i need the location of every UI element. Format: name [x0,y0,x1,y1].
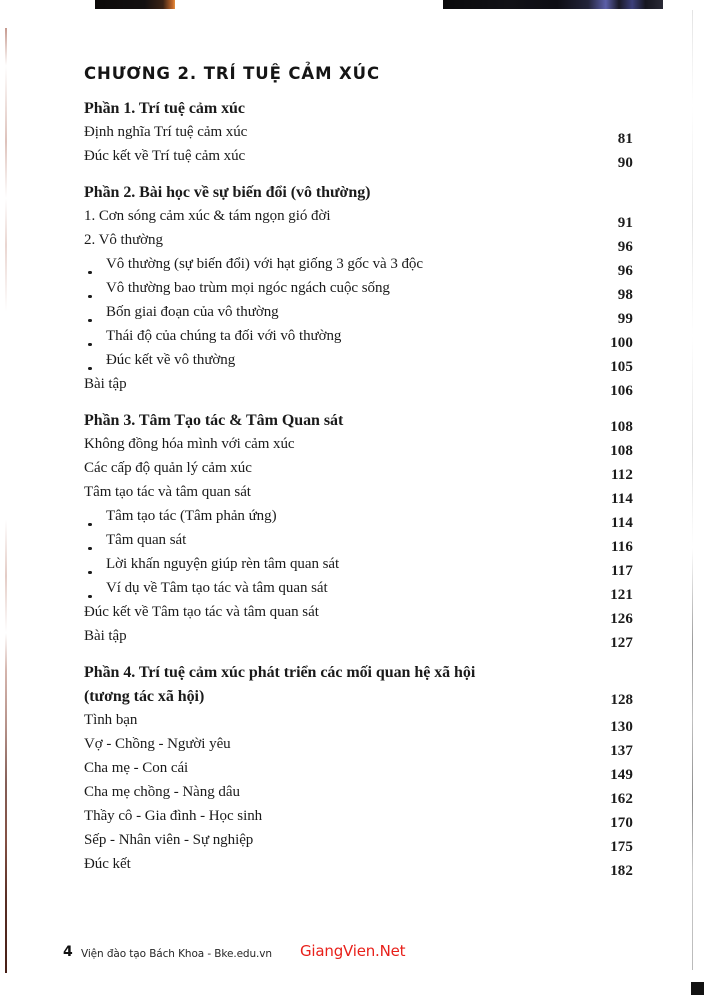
toc-page-number: 117 [611,563,633,579]
bullet-icon [88,319,92,323]
toc-page-number: 149 [610,767,633,783]
toc-page-number: 100 [610,335,633,351]
toc-entry-label: Không đồng hóa mình với cảm xúc [84,436,295,452]
toc-page-number: 114 [611,491,633,507]
toc-part-heading[interactable] [84,412,633,436]
scan-artifact-bottom-right [691,982,704,995]
toc-part-heading[interactable] [84,184,633,208]
scan-artifact-left-edge [5,28,7,973]
toc-sub-entry[interactable] [84,304,633,328]
toc-entry[interactable] [84,856,633,880]
toc-entry-label: Tâm quan sát [106,532,187,548]
toc-entry[interactable] [84,832,633,856]
toc-sub-entry[interactable] [84,556,633,580]
toc-entry-label: Cha mẹ chồng - Nàng dâu [84,784,240,800]
toc-page-number: 121 [610,587,633,603]
toc-entry-label: Ví dụ về Tâm tạo tác và tâm quan sát [106,580,328,596]
toc-page-number: 105 [610,359,633,375]
toc-entry-label: Bài tập [84,376,127,392]
toc-part-heading[interactable] [84,100,633,124]
bullet-icon [88,295,92,299]
toc-entry[interactable] [84,784,633,808]
toc-entry[interactable] [84,628,633,652]
toc-entry[interactable] [84,808,633,832]
bullet-icon [88,571,92,575]
toc-page-number: 127 [610,635,633,651]
toc-part-label: Phần 1. Trí tuệ cảm xúc [84,100,245,117]
toc-entry-label: Sếp - Nhân viên - Sự nghiệp [84,832,254,848]
toc-entry-label: Thầy cô - Gia đình - Học sinh [84,808,263,824]
toc-entry[interactable] [84,376,633,400]
toc-page-number: 96 [617,239,633,255]
toc-entry[interactable] [84,604,633,628]
toc-part-heading-line: (tương tác xã hội) [84,688,205,705]
toc-entry-label: Vô thường bao trùm mọi ngóc ngách cuộc sống [106,280,390,296]
toc-sub-entry[interactable] [84,532,633,556]
scan-artifact-top-right [443,0,663,9]
page-footer [0,940,707,974]
toc-entry[interactable] [84,736,633,760]
toc-part-heading-line: Phần 4. Trí tuệ cảm xúc phát triển các mối quan hệ xã hội [84,664,476,681]
toc-entry-label: Bài tập [84,628,127,644]
toc-page-number: 116 [611,539,633,555]
toc-page-number: 99 [617,311,633,327]
toc-page-number: 128 [610,692,633,708]
bullet-icon [88,547,92,551]
toc-page-number: 98 [617,287,633,303]
toc-entry[interactable] [84,484,633,508]
toc-page-number: 96 [617,263,633,279]
toc-entry-label: Tâm tạo tác và tâm quan sát [84,484,251,500]
toc-entry[interactable] [84,148,633,172]
toc-entry-label: Tâm tạo tác (Tâm phản ứng) [106,508,277,524]
toc-page-number: 126 [610,611,633,627]
bullet-icon [88,367,92,371]
toc-page-number: 114 [611,515,633,531]
toc-page-number: 112 [611,467,633,483]
toc-page-number: 90 [617,155,633,171]
toc-sub-entry[interactable] [84,580,633,604]
toc-entry-label: Tình bạn [84,712,138,728]
toc-part-heading[interactable] [84,664,633,712]
toc-entry[interactable] [84,460,633,484]
toc-sub-entry[interactable] [84,352,633,376]
toc-entry-label: Đúc kết về vô thường [106,352,236,368]
toc-sub-entry[interactable] [84,280,633,304]
toc-entry-label: Đúc kết về Trí tuệ cảm xúc [84,148,246,164]
toc-entry-label: Định nghĩa Trí tuệ cảm xúc [84,124,248,140]
toc-page-number: 170 [610,815,633,831]
toc-page-number: 182 [610,863,633,879]
toc-page-number: 108 [610,443,633,459]
toc-entry[interactable] [84,760,633,784]
table-of-contents [84,100,633,880]
chapter-title: CHƯƠNG 2. TRÍ TUỆ CẢM XÚC [84,64,380,83]
toc-entry-label: Vô thường (sự biến đổi) với hạt giống 3 gốc và 3 độc [106,256,423,272]
toc-part-label: Phần 2. Bài học về sự biến đổi (vô thường) [84,184,371,201]
toc-page-number: 108 [610,419,633,435]
toc-entry[interactable] [84,436,633,460]
toc-page-number: 81 [617,131,633,147]
toc-sub-entry[interactable] [84,256,633,280]
toc-sub-entry[interactable] [84,508,633,532]
scan-artifact-right-edge [692,10,693,970]
page-number: 4 [63,944,73,960]
site-watermark: GiangVien.Net [300,942,406,960]
bullet-icon [88,523,92,527]
toc-entry-label: Lời khấn nguyện giúp rèn tâm quan sát [106,556,340,572]
toc-entry-label: Thái độ của chúng ta đối với vô thường [106,328,342,344]
toc-entry-label: Đúc kết về Tâm tạo tác và tâm quan sát [84,604,319,620]
toc-page-number: 137 [610,743,633,759]
bullet-icon [88,271,92,275]
toc-entry[interactable] [84,208,633,232]
toc-part-label: Phần 3. Tâm Tạo tác & Tâm Quan sát [84,412,344,429]
toc-entry[interactable] [84,124,633,148]
toc-entry[interactable] [84,232,633,256]
bullet-icon [88,595,92,599]
toc-entry-label: Cha mẹ - Con cái [84,760,189,776]
toc-page-number: 130 [610,719,633,735]
publisher-imprint: Viện đào tạo Bách Khoa - Bke.edu.vn [81,948,272,960]
toc-entry-label: 1. Cơn sóng cảm xúc & tám ngọn gió đời [84,208,331,224]
toc-page-number: 91 [617,215,633,231]
toc-page-number: 175 [610,839,633,855]
toc-sub-entry[interactable] [84,328,633,352]
toc-entry-label: 2. Vô thường [84,232,163,248]
toc-entry[interactable] [84,712,633,736]
toc-page-number: 162 [610,791,633,807]
toc-entry-label: Đúc kết [84,856,131,872]
scan-artifact-top-left [95,0,175,9]
toc-page-number: 106 [610,383,633,399]
bullet-icon [88,343,92,347]
toc-entry-label: Vợ - Chồng - Người yêu [84,736,231,752]
toc-entry-label: Bốn giai đoạn của vô thường [106,304,279,320]
toc-entry-label: Các cấp độ quản lý cảm xúc [84,460,252,476]
